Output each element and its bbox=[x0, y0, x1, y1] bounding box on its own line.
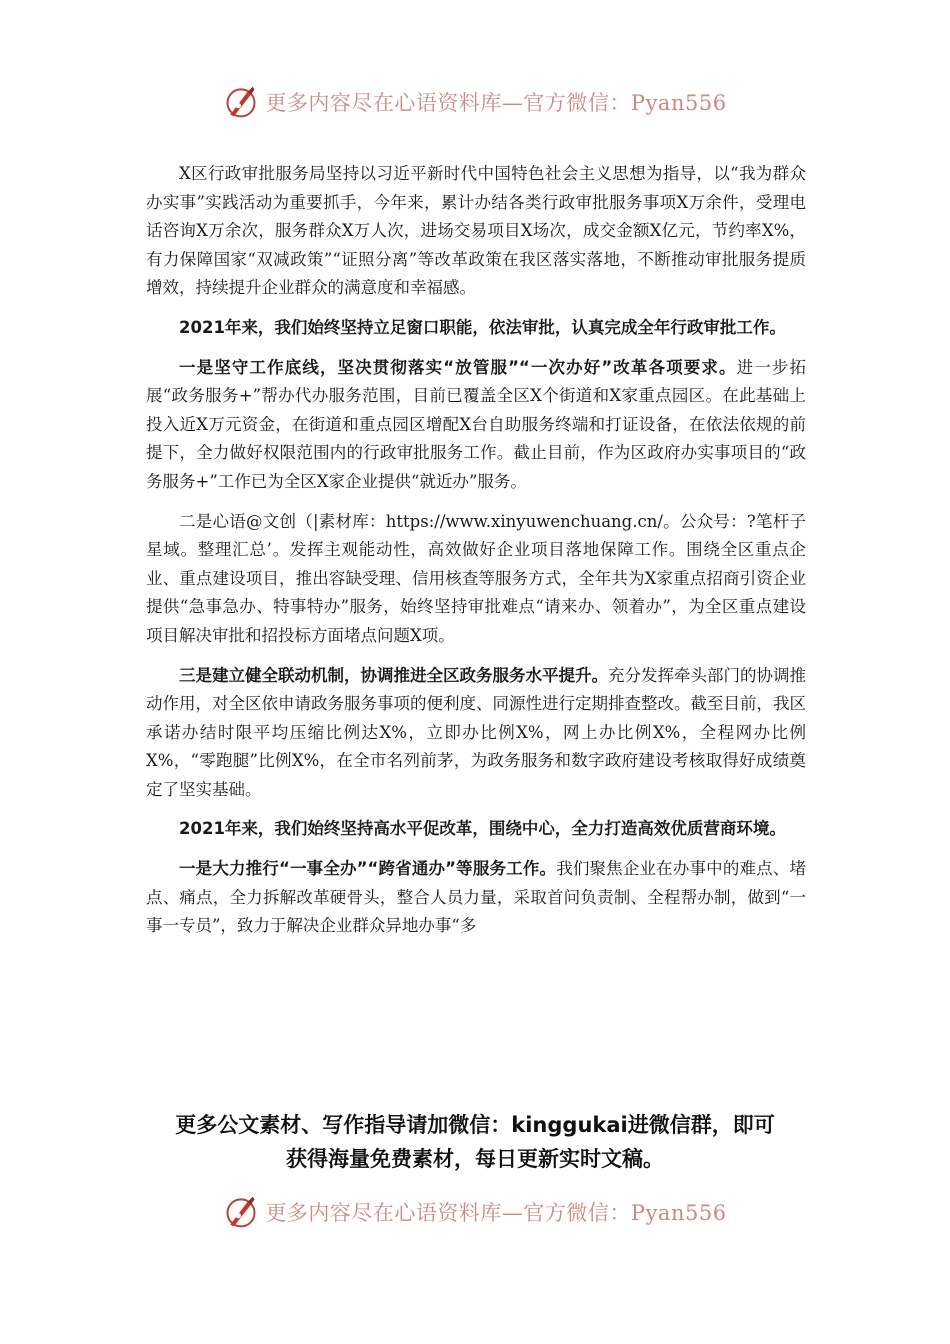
banner-text: 更多内容尽在心语资料库—官方微信：Pyan556 bbox=[265, 91, 727, 115]
paragraph-4-text: 二是心语@文创（|素材库：https://www.xinyuwenchuang.cn/。公众号：?笔杆子星域。整理汇总’。发挥主观能动性，高效做好企业项目落地保障工作。围绕全区重点企业、重点建设项目，推出容缺受理、信用核查等服务方式，全年共为X家重点招商引资企业提供“急事急办、特事特办”服务，始终坚持审批难点“请来办、领着办”，为全区重点建设项目解决审批和招投标方面堵点问题X项。 bbox=[146, 511, 806, 645]
paragraph-1 bbox=[146, 160, 806, 303]
promo-note-line-2: 获得海量免费素材，每日更新实时文稿。 bbox=[286, 1147, 664, 1171]
section-heading-2-text: 2021年来，我们始终坚持高水平促改革，围绕中心，全力打造高效优质营商环境。 bbox=[179, 819, 786, 839]
paragraph-4 bbox=[146, 508, 806, 651]
banner-text: 更多内容尽在心语资料库—官方微信：Pyan556 bbox=[265, 1201, 727, 1225]
pen-logo-icon bbox=[223, 1194, 259, 1230]
section-heading-1-text: 2021年来，我们始终坚持立足窗口职能，依法审批，认真完成全年行政审批工作。 bbox=[179, 317, 786, 337]
section-heading-2 bbox=[146, 815, 806, 844]
paragraph-3-lead: 一是坚守工作底线，坚决贯彻落实“放管服”“一次办好”改革各项要求。 bbox=[179, 357, 737, 377]
paragraph-3 bbox=[146, 354, 806, 497]
promo-note bbox=[140, 1108, 810, 1176]
pen-logo-icon bbox=[223, 84, 259, 120]
paragraph-5-text: 充分发挥牵头部门的协调推动作用，对全区依申请政务服务事项的便利度、同源性进行定期排查整改。截至目前，我区承诺办结时限平均压缩比例达X%，立即办比例X%，网上办比例X%，全程网办比例X%，“零跑腿”比例X%，在全市名列前茅，为政务服务和数字政府建设考核取得好成绩奠定了坚实基础。 bbox=[146, 665, 806, 799]
paragraph-7-text: 我们聚焦企业在办事中的难点、堵点、痛点，全力拆解改革硬骨头，整合人员力量，采取首问负责制、全程帮办制，做到“一事一专员”，致力于解决企业群众异地办事“多 bbox=[146, 859, 806, 936]
section-heading-1 bbox=[146, 314, 806, 343]
paragraph-7-lead: 一是大力推行“一事全办”“跨省通办”等服务工作。 bbox=[179, 859, 557, 879]
paragraph-3-text: 进一步拓展“政务服务+”帮办代办服务范围，目前已覆盖全区X个街道和X家重点园区。在此基础上投入近X万元资金，在街道和重点园区增配X台自助服务终端和打证设备，在依法依规的前提下，全力做好权限范围内的行政审批服务工作。截止目前，作为区政府办实事项目的“政务服务+”工作已为全区X家企业提供“就近办”服务。 bbox=[146, 357, 806, 491]
paragraph-5-lead: 三是建立健全联动机制，协调推进全区政务服务水平提升。 bbox=[179, 665, 608, 685]
header-banner bbox=[0, 80, 950, 124]
article-body bbox=[146, 160, 806, 952]
paragraph-7 bbox=[146, 855, 806, 941]
footer-banner bbox=[0, 1190, 950, 1234]
paragraph-1-text: X区行政审批服务局坚持以习近平新时代中国特色社会主义思想为指导，以“我为群众办实事”实践活动为重要抓手，今年来，累计办结各类行政审批服务事项X万余件，受理电话咨询X万余次，服务群众X万人次，进场交易项目X场次，成交金额X亿元，节约率X%，有力保障国家“双减政策”“证照分离”等改革政策在我区落实落地，不断推动审批服务提质增效，持续提升企业群众的满意度和幸福感。 bbox=[146, 164, 806, 298]
promo-note-line-1: 更多公文素材、写作指导请加微信：kinggukai进微信群，即可 bbox=[175, 1113, 775, 1137]
paragraph-5 bbox=[146, 662, 806, 805]
